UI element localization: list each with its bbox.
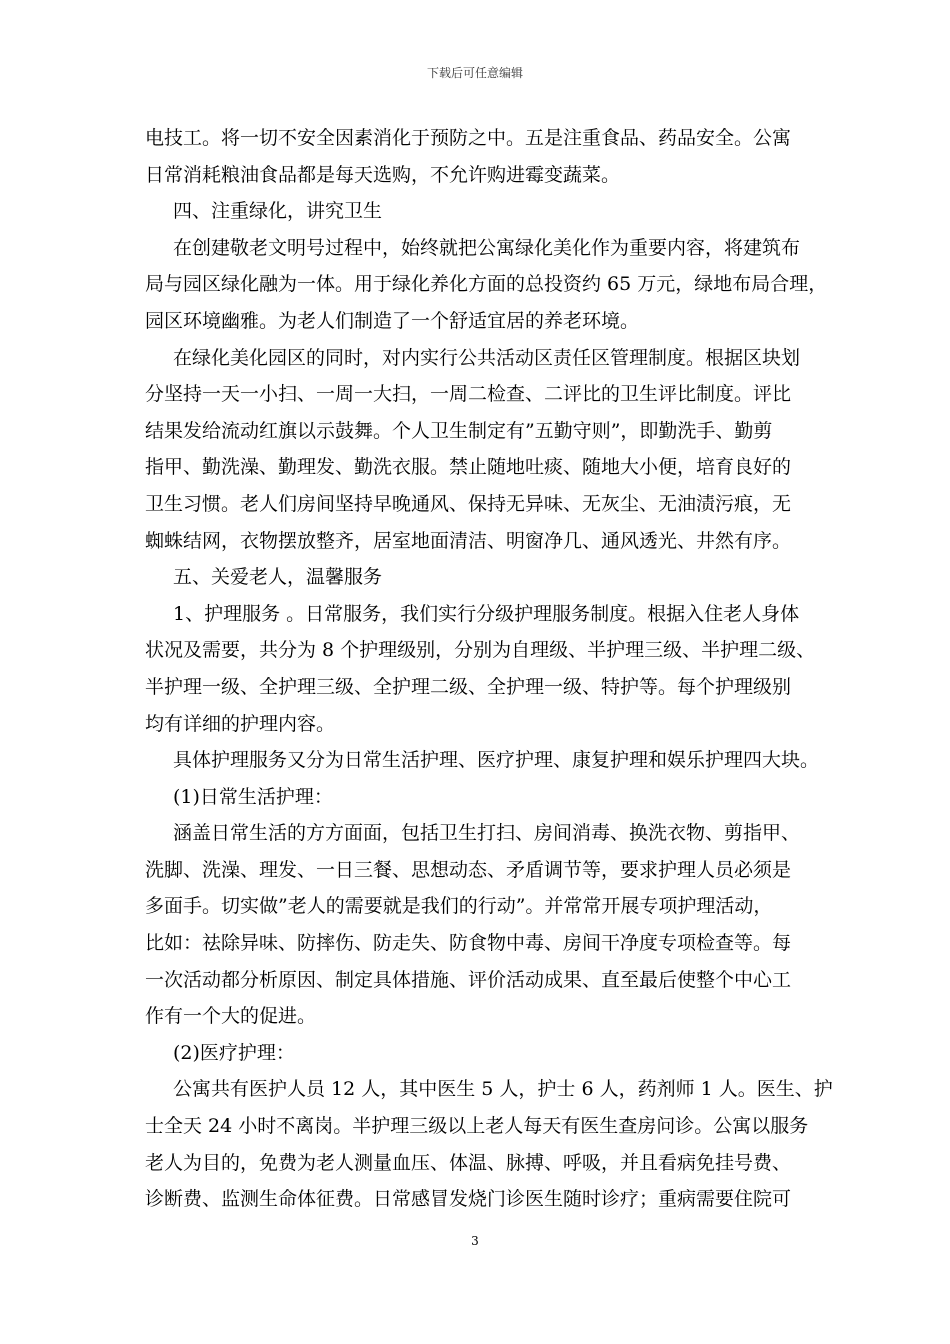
text-line: 在创建敬老文明号过程中，始终就把公寓绿化美化作为重要内容，将建筑布	[173, 236, 801, 259]
text-line: 公寓共有医护人员 12 人，其中医生 5 人，护士 6 人，药剂师 1 人。医生、护	[173, 1078, 833, 1101]
text-line: 四、注重绿化，讲究卫生	[173, 200, 383, 223]
text-line: 一次活动都分析原因、制定具体措施、评价活动成果、直至最后使整个中心工	[145, 968, 792, 991]
text-line: 日常消耗粮油食品都是每天选购，不允许购进霉变蔬菜。	[145, 163, 621, 186]
text-line: 比如：祛除异味、防摔伤、防走失、防食物中毒、房间干净度专项检查等。每	[145, 932, 792, 955]
text-line: (1)日常生活护理：	[173, 785, 333, 808]
page-header: 下载后可任意编辑	[426, 66, 523, 80]
text-line: 蜘蛛结网，衣物摆放整齐，居室地面清洁、明窗净几、通风透光、井然有序。	[145, 529, 792, 552]
text-line: 涵盖日常生活的方方面面，包括卫生打扫、房间消毒、换洗衣物、剪指甲、	[173, 822, 801, 845]
text-line: 状况及需要，共分为 8 个护理级别，分别为自理级、半护理三级、半护理二级、	[145, 639, 816, 662]
text-line: 园区环境幽雅。为老人们制造了一个舒适宜居的养老环境。	[145, 309, 640, 332]
text-line: 卫生习惯。老人们房间坚持早晚通风、保持无异味、无灰尘、无油渍污痕，无	[145, 492, 792, 515]
page-number: 3	[471, 1234, 479, 1248]
text-line: 洗脚、洗澡、理发、一日三餐、思想动态、矛盾调节等，要求护理人员必须是	[145, 858, 792, 881]
text-line: 指甲、勤洗澡、勤理发、勤洗衣服。禁止随地吐痰、随地大小便，培育良好的	[145, 456, 792, 479]
text-line: 半护理一级、全护理三级、全护理二级、全护理一级、特护等。每个护理级别	[145, 675, 792, 698]
text-line: 1、护理服务 。日常服务，我们实行分级护理服务制度。根据入住老人身体	[173, 602, 800, 625]
text-line: 电技工。将一切不安全因素消化于预防之中。五是注重食品、药品安全。公寓	[145, 127, 792, 149]
text-line: 作有一个大的促进。	[145, 1005, 317, 1028]
text-line: 在绿化美化园区的同时，对内实行公共活动区责任区管理制度。根据区块划	[173, 346, 801, 369]
text-line: 士全天 24 小时不离岗。半护理三级以上老人每天有医生查房问诊。公寓以服务	[145, 1115, 809, 1138]
text-line: 五、关爱老人，温馨服务	[173, 566, 383, 589]
text-line: 分坚持一天一小扫、一周一大扫，一周二检查、二评比的卫生评比制度。评比	[145, 383, 792, 406]
text-line: (2)医疗护理：	[173, 1041, 295, 1064]
text-line: 老人为目的，免费为老人测量血压、体温、脉搏、呼吸，并且看病免挂号费、	[145, 1151, 792, 1174]
text-line: 局与园区绿化融为一体。用于绿化养化方面的总投资约 65 万元，绿地布局合理，	[145, 273, 828, 296]
text-line: 诊断费、监测生命体征费。日常感冒发烧门诊医生随时诊疗；重病需要住院可	[145, 1188, 792, 1211]
text-line: 均有详细的护理内容。	[145, 712, 336, 735]
document-body	[145, 120, 833, 1218]
text-line: 结果发给流动红旗以示鼓舞。个人卫生制定有”五勤守则”，即勤洗手、勤剪	[145, 419, 773, 442]
text-line: 具体护理服务又分为日常生活护理、医疗护理、康复护理和娱乐护理四大块。	[173, 749, 820, 772]
text-line: 多面手。切实做”老人的需要就是我们的行动”。并常常开展专项护理活动，	[145, 895, 773, 918]
